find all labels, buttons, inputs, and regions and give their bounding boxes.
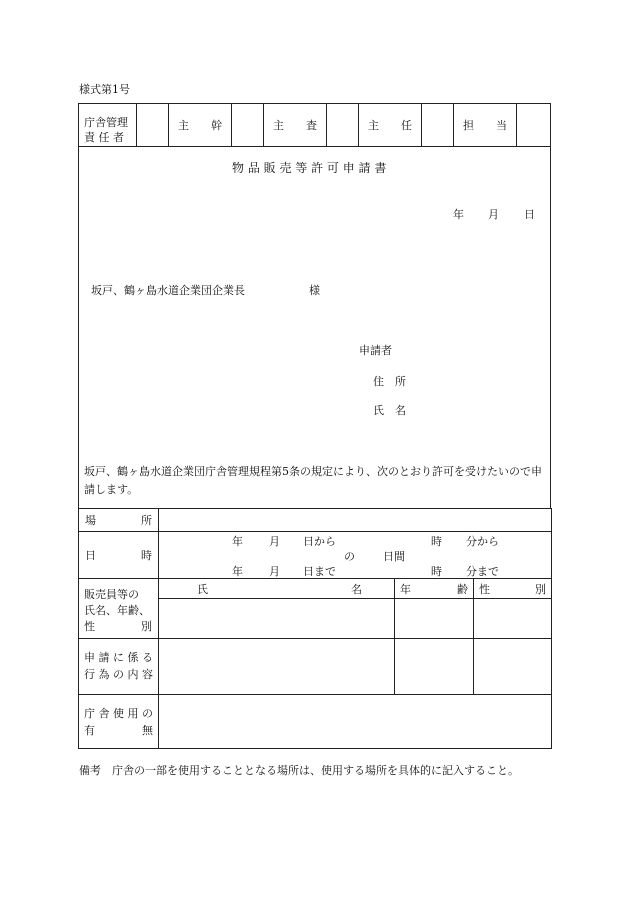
- stamp-cell-tanto[interactable]: [517, 104, 550, 146]
- activity-label-line1: 申 請 に 係 る: [84, 651, 153, 664]
- seller-name-input[interactable]: [159, 599, 395, 639]
- col-name-a: 氏: [197, 582, 208, 596]
- activity-label-cell: [79, 639, 159, 695]
- applicant-label: 申請者: [359, 344, 392, 357]
- stamp-cell-shusa[interactable]: [327, 104, 359, 146]
- role-shukan-label: 主 幹: [169, 104, 232, 146]
- application-statement: 坂戸、鶴ヶ島水道企業団庁舎管理規程第5条の規定により、次のとおり許可を受けたいので申請します。: [84, 465, 542, 496]
- honorific: 様: [309, 284, 320, 297]
- dt-duration-days: 日間: [383, 550, 405, 563]
- datetime-label-cell: [79, 532, 159, 579]
- dt-to-hour: 時: [431, 565, 442, 578]
- place-label-cell: [79, 509, 159, 532]
- datetime-row: [79, 532, 552, 579]
- stamp-cell-head[interactable]: [137, 104, 169, 146]
- dt-from-hour: 時: [431, 535, 442, 548]
- office-use-label-yes: 有: [84, 724, 95, 737]
- col-sex-a: 性: [479, 582, 490, 596]
- remarks-note: 備考 庁舎の一部を使用することとなる場所は、使用する場所を具体的に記入すること。: [79, 764, 519, 777]
- activity-input-b[interactable]: [395, 639, 474, 695]
- seller-label-line1: 販売員等の: [84, 588, 139, 601]
- datetime-input-cell[interactable]: [159, 532, 552, 579]
- dt-duration-no: の: [344, 550, 355, 563]
- form-number: 様式第1号: [79, 83, 130, 96]
- col-age-b: 齢: [457, 582, 468, 596]
- seller-header-row: [79, 579, 552, 599]
- role-tanto-label: 担 当: [454, 104, 517, 146]
- application-body: [78, 147, 551, 509]
- dt-to-day: 日まで: [303, 565, 336, 578]
- col-age-a: 年: [400, 582, 411, 596]
- office-use-row: [79, 695, 552, 749]
- seller-age-input[interactable]: [395, 599, 474, 639]
- role-shunin-label: 主 任: [359, 104, 422, 146]
- seller-label-cell: [79, 579, 159, 639]
- place-label-b: 所: [141, 514, 152, 527]
- dt-from-year: 年: [232, 535, 243, 548]
- office-use-input[interactable]: [159, 695, 552, 749]
- col-age-header: [395, 579, 474, 599]
- applicant-name-label: 氏 名: [373, 404, 406, 417]
- addressee: 坂戸、鶴ヶ島水道企業団企業長: [91, 284, 245, 297]
- col-name-header: [159, 579, 395, 599]
- applicant-address-label: 住 所: [373, 375, 406, 388]
- date-month-label: 月: [488, 208, 499, 221]
- seller-label-line2: 氏名、年齢、: [84, 604, 150, 617]
- stamp-head-cell: [79, 104, 137, 146]
- date-year-label: 年: [453, 208, 464, 221]
- date-day-label: 日: [524, 208, 535, 221]
- dt-from-day: 日から: [303, 535, 336, 548]
- dt-from-month: 月: [269, 535, 280, 548]
- activity-label-line2: 行 為 の 内 容: [84, 668, 153, 681]
- stamp-cell-shukan[interactable]: [232, 104, 264, 146]
- dt-to-month: 月: [269, 565, 280, 578]
- place-row: [79, 509, 552, 532]
- dt-to-year: 年: [232, 565, 243, 578]
- dt-to-minute: 分まで: [466, 565, 499, 578]
- office-use-label-cell: [79, 695, 159, 749]
- seller-label-line3b: 別: [141, 620, 152, 633]
- col-name-b: 名: [351, 582, 362, 596]
- detail-table: [78, 508, 552, 749]
- stamp-head-line2: 責 任 者: [84, 131, 124, 144]
- activity-input-a[interactable]: [159, 639, 395, 695]
- datetime-label-a: 日: [85, 549, 96, 562]
- office-use-label-no: 無: [142, 724, 153, 737]
- place-input-cell[interactable]: [159, 509, 552, 532]
- form-title: 物 品 販 売 等 許 可 申 請 書: [232, 161, 387, 175]
- stamp-head-line1: 庁舎管理: [84, 116, 128, 129]
- activity-input-c[interactable]: [474, 639, 552, 695]
- activity-row: [79, 639, 552, 695]
- approval-stamp-row: [78, 103, 551, 147]
- datetime-label-b: 時: [141, 549, 152, 562]
- place-label-a: 場: [85, 514, 96, 527]
- dt-from-minute: 分から: [466, 535, 499, 548]
- col-sex-header: [474, 579, 552, 599]
- stamp-cell-shunin[interactable]: [422, 104, 454, 146]
- role-shusa-label: 主 査: [264, 104, 327, 146]
- seller-label-line3a: 性: [84, 620, 95, 633]
- seller-sex-input[interactable]: [474, 599, 552, 639]
- office-use-label-line1: 庁 舎 使 用 の: [84, 707, 153, 720]
- col-sex-b: 別: [535, 582, 547, 596]
